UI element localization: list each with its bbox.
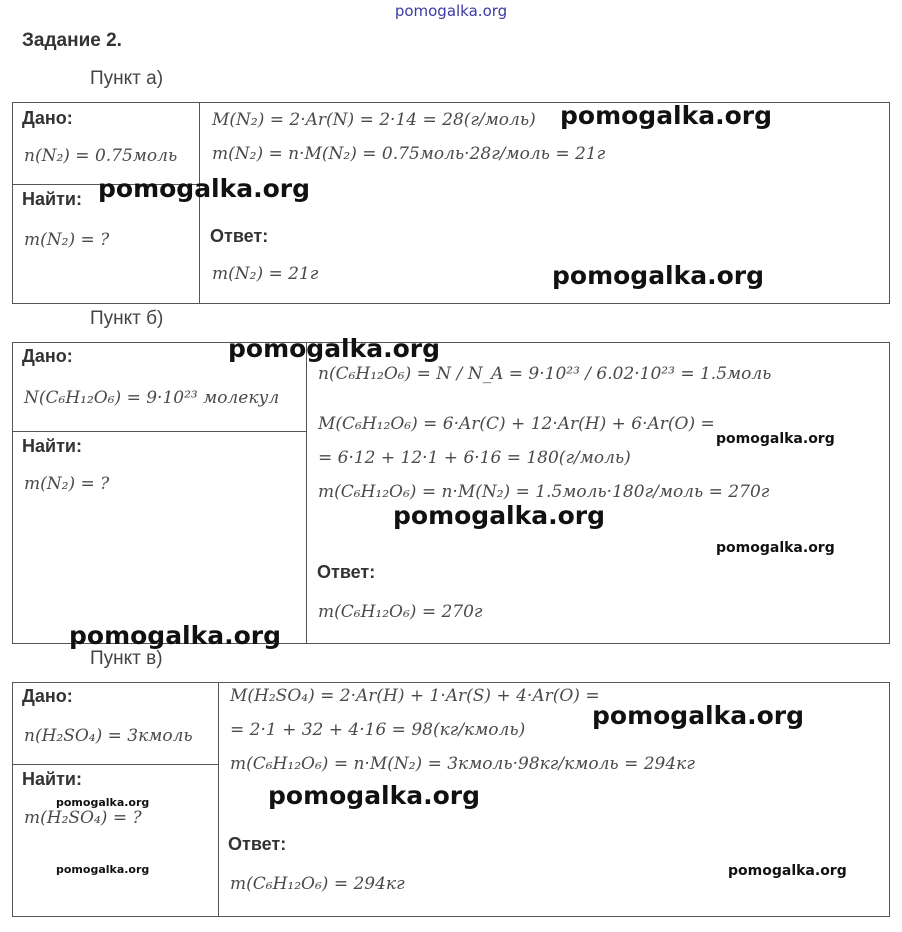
part-b-solution-line-3: = 6·12 + 12·1 + 6·16 = 180(г/моль) xyxy=(318,448,631,468)
watermark: pomogalka.org xyxy=(69,621,282,650)
part-b-solution-line-2: M(C₆H₁₂O₆) = 6·Ar(C) + 12·Ar(H) + 6·Ar(O) = xyxy=(318,414,715,434)
part-b-title: Пункт б) xyxy=(90,308,164,329)
part-c-solution-line-1: M(H₂SO₄) = 2·Ar(H) + 1·Ar(S) + 4·Ar(O) = xyxy=(230,686,600,706)
part-c-given-label: Дано: xyxy=(22,686,73,706)
part-b-given-divider xyxy=(12,431,307,432)
watermark: pomogalka.org xyxy=(560,101,773,130)
part-a-solution-line-1: M(N₂) = 2·Ar(N) = 2·14 = 28(г/моль) xyxy=(212,110,536,130)
part-a-title: Пункт а) xyxy=(90,68,164,89)
part-a-given-label: Дано: xyxy=(22,108,73,128)
part-c-title: Пункт в) xyxy=(90,648,163,669)
watermark: pomogalka.org xyxy=(56,796,150,809)
part-a-solution-line-2: m(N₂) = n·M(N₂) = 0.75моль·28г/моль = 21г xyxy=(212,144,606,164)
part-b-answer-formula: m(C₆H₁₂O₆) = 270г xyxy=(318,602,483,622)
part-a-given-formula: n(N₂) = 0.75моль xyxy=(24,146,178,166)
part-c-find-formula: m(H₂SO₄) = ? xyxy=(24,808,142,828)
part-a-divider xyxy=(199,102,200,304)
part-b-given-formula: N(C₆H₁₂O₆) = 9·10²³ молекул xyxy=(24,388,280,408)
part-c-solution-line-3: m(C₆H₁₂O₆) = n·M(N₂) = 3кмоль·98кг/кмоль = 294кг xyxy=(230,754,695,774)
site-link[interactable]: pomogalka.org xyxy=(394,2,508,20)
part-b-divider xyxy=(306,342,307,644)
watermark: pomogalka.org xyxy=(393,501,606,530)
part-a-find-formula: m(N₂) = ? xyxy=(24,230,110,250)
part-b-given-label: Дано: xyxy=(22,346,73,366)
part-c-answer-formula: m(C₆H₁₂O₆) = 294кг xyxy=(230,874,405,894)
part-a-answer-formula: m(N₂) = 21г xyxy=(212,264,319,284)
part-b-find-label: Найти: xyxy=(22,436,82,456)
part-c-find-label: Найти: xyxy=(22,769,82,789)
watermark: pomogalka.org xyxy=(552,261,765,290)
watermark: pomogalka.org xyxy=(728,863,847,879)
watermark: pomogalka.org xyxy=(716,540,835,556)
part-a-answer-label: Ответ: xyxy=(210,226,269,246)
part-b-solution-line-1: n(C₆H₁₂O₆) = N / N_A = 9·10²³ / 6.02·10²³ = 1.5моль xyxy=(318,364,772,384)
watermark: pomogalka.org xyxy=(268,781,481,810)
part-c-answer-label: Ответ: xyxy=(228,834,287,854)
part-b-answer-label: Ответ: xyxy=(317,562,376,582)
part-c-given-formula: n(H₂SO₄) = 3кмоль xyxy=(24,726,193,746)
watermark: pomogalka.org xyxy=(592,701,805,730)
task-title: Задание 2. xyxy=(22,30,122,51)
part-c-given-divider xyxy=(12,764,219,765)
part-c-divider xyxy=(218,682,219,917)
part-b-find-formula: m(N₂) = ? xyxy=(24,474,110,494)
watermark: pomogalka.org xyxy=(98,174,311,203)
watermark: pomogalka.org xyxy=(56,863,150,876)
watermark: pomogalka.org xyxy=(716,431,835,447)
watermark: pomogalka.org xyxy=(228,334,441,363)
part-c-solution-line-2: = 2·1 + 32 + 4·16 = 98(кг/кмоль) xyxy=(230,720,526,740)
part-a-find-label: Найти: xyxy=(22,189,82,209)
part-b-solution-line-4: m(C₆H₁₂O₆) = n·M(N₂) = 1.5моль·180г/моль = 270г xyxy=(318,482,770,502)
